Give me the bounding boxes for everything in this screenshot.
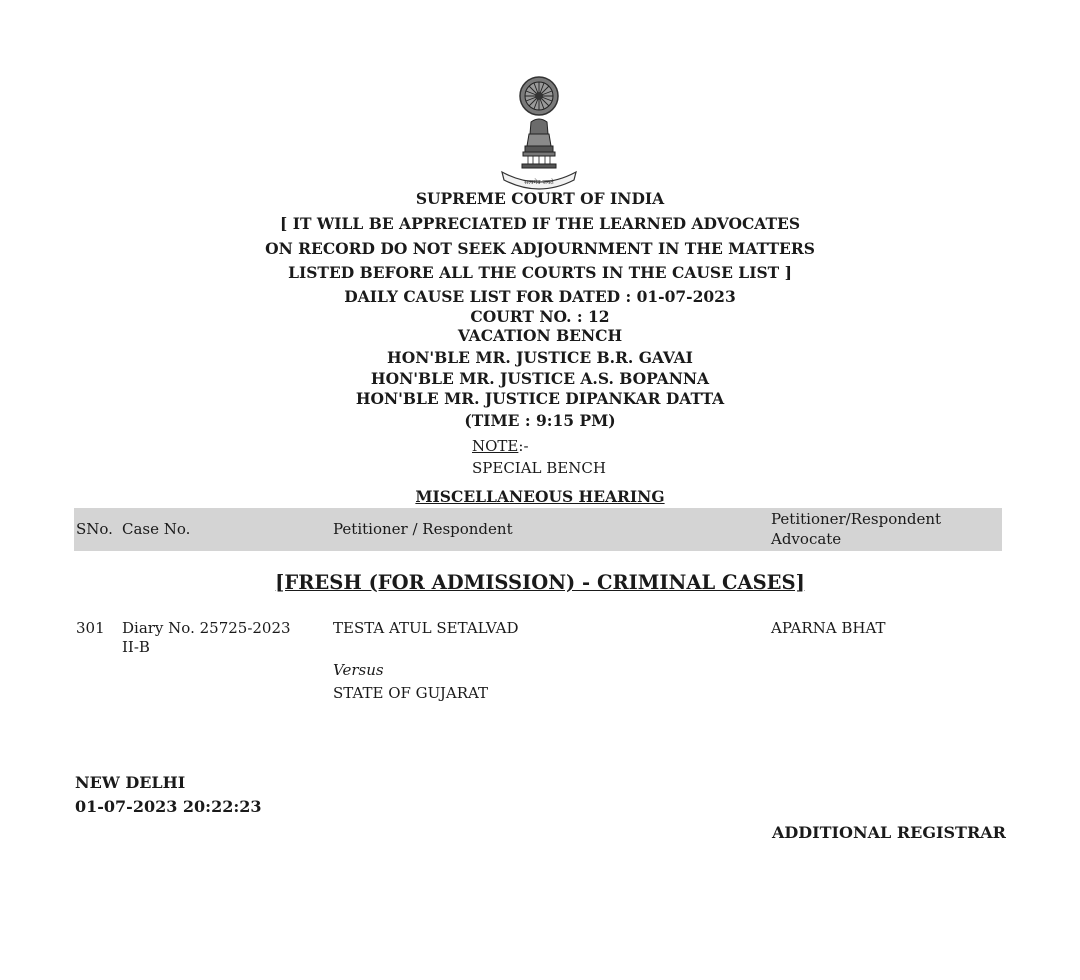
row-respondent: STATE OF GUJARAT xyxy=(333,684,489,702)
appeal-line-1: [ IT WILL BE APPRECIATED IF THE LEARNED ADVOCATES xyxy=(279,214,801,233)
appeal-line-3: LISTED BEFORE ALL THE COURTS IN THE CAUSE LIST ] xyxy=(288,263,792,282)
row-petitioner: TESTA ATUL SETALVAD xyxy=(333,619,519,637)
col-sno: SNo. xyxy=(76,520,113,538)
col-parties: Petitioner / Respondent xyxy=(333,520,513,538)
judge-1: HON'BLE MR. JUSTICE B.R. GAVAI xyxy=(387,348,693,367)
note-suffix: :- xyxy=(518,437,529,455)
note-label: NOTE xyxy=(472,437,519,455)
row-sno: 301 xyxy=(76,619,105,637)
judge-2: HON'BLE MR. JUSTICE A.S. BOPANNA xyxy=(370,369,710,388)
court-name: SUPREME COURT OF INDIA xyxy=(415,189,665,208)
col-advocate-line1: Petitioner/Respondent xyxy=(771,510,942,528)
note-heading xyxy=(472,437,529,455)
note-text: SPECIAL BENCH xyxy=(472,459,606,477)
court-number: COURT NO. : 12 xyxy=(470,307,610,326)
hearing-type: MISCELLANEOUS HEARING xyxy=(415,487,665,506)
row-advocate: APARNA BHAT xyxy=(771,619,886,637)
judge-3: HON'BLE MR. JUSTICE DIPANKAR DATTA xyxy=(355,389,725,408)
footer-place: NEW DELHI xyxy=(75,773,186,792)
supreme-court-emblem-icon xyxy=(498,74,580,194)
bench-type: VACATION BENCH xyxy=(457,326,623,345)
svg-text:सत्यमेव जयते: सत्यमेव जयते xyxy=(524,179,554,186)
section-title: [FRESH (FOR ADMISSION) - CRIMINAL CASES] xyxy=(275,571,805,594)
row-case-no: Diary No. 25725-2023 xyxy=(122,619,291,637)
footer-timestamp: 01-07-2023 20:22:23 xyxy=(75,797,262,816)
col-case-no: Case No. xyxy=(122,520,191,538)
sitting-time: (TIME : 9:15 PM) xyxy=(464,411,616,430)
cause-list-date: DAILY CAUSE LIST FOR DATED : 01-07-2023 xyxy=(344,287,736,306)
appeal-line-2: ON RECORD DO NOT SEEK ADJOURNMENT IN THE MATTERS xyxy=(265,239,815,258)
row-case-sub: II-B xyxy=(122,638,150,656)
footer-signatory: ADDITIONAL REGISTRAR xyxy=(772,823,1006,842)
col-advocate-line2: Advocate xyxy=(771,530,842,548)
row-versus: Versus xyxy=(333,661,384,679)
